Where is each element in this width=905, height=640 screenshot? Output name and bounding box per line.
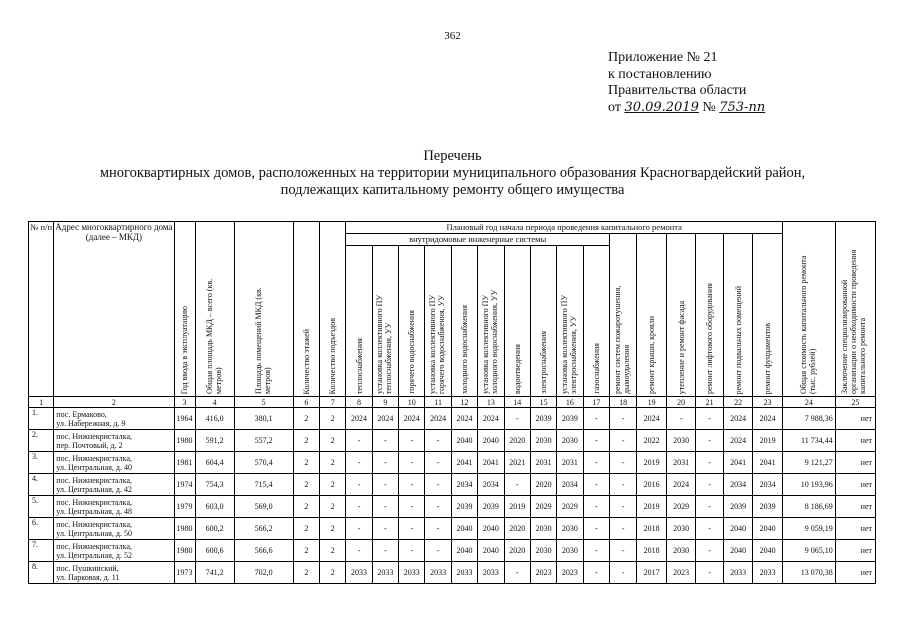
table-cell: -	[504, 474, 530, 496]
conclusion-cell: нет	[835, 430, 875, 452]
title-line-2: многоквартирных домов, расположенных на территории муниципального образования Красногвардейский район,	[99, 165, 806, 181]
address-line-2: ул. Набережная, д. 9	[56, 418, 126, 428]
column-number: 10	[399, 397, 425, 408]
table-cell: -	[583, 452, 609, 474]
document-title	[0, 148, 905, 199]
table-cell: -	[583, 474, 609, 496]
table-cell: 2	[320, 430, 346, 452]
row-number: 4.	[29, 474, 54, 496]
conclusion-cell: нет	[835, 452, 875, 474]
table-cell: -	[425, 452, 451, 474]
table-cell: 2024	[666, 474, 696, 496]
table-cell: 2023	[557, 562, 583, 584]
header-c10: горячего водоснабжения	[399, 246, 425, 397]
table-cell: -	[504, 408, 530, 430]
table-cell: 2	[293, 430, 319, 452]
cost-cell: 11 734,44	[782, 430, 835, 452]
column-number: 25	[835, 397, 875, 408]
table-cell: 2024	[372, 408, 398, 430]
table-cell: 2	[320, 562, 346, 584]
address-line-1: пос. Нижнекристалка,	[56, 497, 132, 507]
table-cell: 2040	[753, 518, 783, 540]
address-line-1: пос. Нижнекристалка,	[56, 453, 132, 463]
table-cell: 2020	[504, 518, 530, 540]
header-cost: Общая стоимость капитального ремонта (тыс. рублей)	[782, 222, 835, 397]
address-line-2: ул. Парковая, д. 11	[56, 572, 120, 582]
header-c17: газоснабжения	[583, 246, 609, 397]
table-cell: -	[372, 540, 398, 562]
title-line-3: подлежащих капитальному ремонту общего имущества	[280, 182, 625, 198]
row-number: 6.	[29, 518, 54, 540]
row-number: 3.	[29, 452, 54, 474]
table-cell: 2	[293, 496, 319, 518]
table-cell: -	[399, 518, 425, 540]
table-cell: 380,1	[234, 408, 293, 430]
table-cell: 2019	[504, 496, 530, 518]
table-cell: -	[609, 518, 636, 540]
table-cell: 2039	[557, 408, 583, 430]
table-cell: 2	[293, 474, 319, 496]
page-number: 362	[444, 30, 461, 42]
table-cell: 2024	[753, 408, 783, 430]
table-cell: -	[346, 430, 372, 452]
table-cell: 2040	[478, 430, 504, 452]
address-line-1: пос. Ермаково,	[56, 409, 107, 419]
table-cell: 2033	[478, 562, 504, 584]
table-cell: 2041	[723, 452, 753, 474]
table-cell: -	[696, 540, 723, 562]
conclusion-cell: нет	[835, 496, 875, 518]
address-cell	[54, 430, 174, 452]
cost-cell: 7 988,36	[782, 408, 835, 430]
table-cell: 2	[320, 496, 346, 518]
table-cell: 2019	[753, 430, 783, 452]
appendix-line-1: Приложение № 21	[608, 50, 718, 65]
table-cell: -	[399, 474, 425, 496]
table-cell: 566,6	[234, 540, 293, 562]
address-line-2: ул. Центральная, д. 50	[56, 528, 132, 538]
cost-cell: 8 186,69	[782, 496, 835, 518]
header-systems-group: внутридомовые инженерные системы	[346, 234, 610, 246]
header-c13: установка коллективного ПУ холодного водоснабжения, УУ	[478, 246, 504, 397]
table-cell: -	[696, 518, 723, 540]
table-cell: -	[399, 540, 425, 562]
table-cell: 591,2	[195, 430, 234, 452]
address-line-1: пос. Нижнекристалка,	[56, 431, 132, 441]
column-number: 16	[557, 397, 583, 408]
conclusion-cell: нет	[835, 540, 875, 562]
table-row	[29, 518, 876, 540]
table-cell: -	[609, 496, 636, 518]
header-address: Адрес многоквартирного дома (далее – МКД)	[54, 222, 174, 397]
table-cell: 600,6	[195, 540, 234, 562]
table-cell: 2	[293, 562, 319, 584]
table-cell: 2041	[753, 452, 783, 474]
table-cell: 2033	[372, 562, 398, 584]
table-cell: -	[425, 496, 451, 518]
table-row	[29, 540, 876, 562]
table-cell: 2029	[557, 496, 583, 518]
table-cell: 2018	[637, 540, 667, 562]
table-cell: -	[609, 474, 636, 496]
table-cell: -	[346, 452, 372, 474]
table-cell: 2	[320, 518, 346, 540]
table-cell: 2033	[346, 562, 372, 584]
address-cell	[54, 408, 174, 430]
address-cell	[54, 496, 174, 518]
table-cell: -	[696, 496, 723, 518]
table-cell: 2029	[666, 496, 696, 518]
cost-cell: 9 059,19	[782, 518, 835, 540]
table-cell: -	[399, 452, 425, 474]
table-cell: 1980	[174, 540, 195, 562]
table-cell: 1979	[174, 496, 195, 518]
column-number: 4	[195, 397, 234, 408]
row-number: 5.	[29, 496, 54, 518]
table-cell: 2024	[637, 408, 667, 430]
table-cell: 2017	[637, 562, 667, 584]
table-cell: 1964	[174, 408, 195, 430]
header-c8: теплоснабжения	[346, 246, 372, 397]
table-cell: 2030	[666, 430, 696, 452]
address-line-1: пос. Пушкинский,	[56, 563, 119, 573]
header-num: № п/п	[29, 222, 54, 397]
column-number: 13	[478, 397, 504, 408]
column-number: 17	[583, 397, 609, 408]
table-cell: 569,0	[234, 496, 293, 518]
row-number: 8.	[29, 562, 54, 584]
table-cell: 2030	[530, 430, 556, 452]
table-cell: -	[696, 562, 723, 584]
table-cell: 2039	[451, 496, 477, 518]
table-cell: -	[372, 452, 398, 474]
table-cell: 2039	[753, 496, 783, 518]
column-number: 24	[782, 397, 835, 408]
table-cell: 2021	[504, 452, 530, 474]
table-cell: -	[666, 408, 696, 430]
table-cell: -	[425, 540, 451, 562]
title-line-1: Перечень	[423, 148, 482, 164]
table-cell: 1980	[174, 430, 195, 452]
table-cell: -	[583, 430, 609, 452]
address-cell	[54, 540, 174, 562]
table-cell: 2030	[530, 518, 556, 540]
table-cell: -	[399, 496, 425, 518]
table-cell: 2	[320, 474, 346, 496]
table-cell: -	[425, 518, 451, 540]
table-cell: 1981	[174, 452, 195, 474]
table-cell: 2030	[557, 430, 583, 452]
table-cell: -	[696, 452, 723, 474]
table-cell: 2	[293, 540, 319, 562]
table-cell: 2024	[399, 408, 425, 430]
table-cell: 1974	[174, 474, 195, 496]
table-cell: 2	[320, 408, 346, 430]
table-cell: 2018	[637, 518, 667, 540]
table-cell: 2029	[530, 496, 556, 518]
table-cell: 2031	[666, 452, 696, 474]
table-cell: -	[372, 430, 398, 452]
table-cell: -	[609, 430, 636, 452]
header-c23: ремонт фундаментов	[753, 234, 783, 397]
table-cell: -	[346, 474, 372, 496]
column-number: 7	[320, 397, 346, 408]
table-cell: 2034	[723, 474, 753, 496]
table-cell: 2033	[723, 562, 753, 584]
cost-cell: 9 065,10	[782, 540, 835, 562]
appendix-line-3: Правительства области	[608, 83, 747, 98]
table-cell: -	[346, 540, 372, 562]
header-c14: водоотведения	[504, 246, 530, 397]
table-cell: 2041	[478, 452, 504, 474]
column-number: 9	[372, 397, 398, 408]
table-cell: 2023	[666, 562, 696, 584]
table-cell: 2024	[451, 408, 477, 430]
address-cell	[54, 518, 174, 540]
date-prefix: от	[608, 99, 621, 115]
table-cell: 570,4	[234, 452, 293, 474]
address-line-2: пер. Почтовый, д. 2	[56, 440, 123, 450]
header-plan-group: Плановый год начала периода проведения капитального ремонта	[346, 222, 783, 234]
table-cell: 2019	[637, 452, 667, 474]
conclusion-cell: нет	[835, 408, 875, 430]
conclusion-cell: нет	[835, 474, 875, 496]
table-cell: -	[583, 518, 609, 540]
table-cell: 2	[320, 452, 346, 474]
header-c20: утепление и ремонт фасада	[666, 234, 696, 397]
cost-cell: 10 193,96	[782, 474, 835, 496]
column-number: 12	[451, 397, 477, 408]
table-cell: 2020	[530, 474, 556, 496]
table-cell: 603,0	[195, 496, 234, 518]
handwritten-number: 753-пп	[719, 99, 766, 115]
header-entrances: Количество подъездов	[320, 222, 346, 397]
table-cell: 2031	[557, 452, 583, 474]
table-cell: 702,0	[234, 562, 293, 584]
table-body	[29, 408, 876, 584]
column-number: 20	[666, 397, 696, 408]
table-cell: 2020	[504, 540, 530, 562]
column-number: 22	[723, 397, 753, 408]
table-cell: -	[399, 430, 425, 452]
header-c12: холодного водоснабжения	[451, 246, 477, 397]
address-cell	[54, 562, 174, 584]
table-cell: 2022	[637, 430, 667, 452]
table-cell: -	[346, 518, 372, 540]
table-cell: 2040	[451, 540, 477, 562]
table-cell: 1973	[174, 562, 195, 584]
column-number: 6	[293, 397, 319, 408]
row-number: 2.	[29, 430, 54, 452]
row-number: 7.	[29, 540, 54, 562]
table-cell: -	[504, 562, 530, 584]
table-cell: 754,3	[195, 474, 234, 496]
table-cell: -	[372, 518, 398, 540]
column-number: 14	[504, 397, 530, 408]
table-cell: -	[583, 408, 609, 430]
table-cell: 2041	[451, 452, 477, 474]
table-cell: 2039	[723, 496, 753, 518]
table-row	[29, 562, 876, 584]
table-cell: 2030	[666, 518, 696, 540]
table-cell: 2031	[530, 452, 556, 474]
table-cell: 2030	[530, 540, 556, 562]
address-line-2: ул. Центральная, д. 40	[56, 462, 132, 472]
cost-cell: 13 070,38	[782, 562, 835, 584]
column-number: 15	[530, 397, 556, 408]
table-cell: 1980	[174, 518, 195, 540]
number-prefix: №	[702, 99, 716, 115]
table-cell: -	[583, 540, 609, 562]
table-cell: 566,2	[234, 518, 293, 540]
table-cell: -	[609, 408, 636, 430]
table-cell: 2020	[504, 430, 530, 452]
table-cell: 2039	[478, 496, 504, 518]
appendix-line-2: к постановлению	[608, 66, 712, 82]
address-cell	[54, 474, 174, 496]
table-row	[29, 496, 876, 518]
table-cell: 2024	[723, 408, 753, 430]
houses-table	[28, 221, 876, 584]
table-cell: -	[425, 474, 451, 496]
table-cell: 2030	[557, 518, 583, 540]
header-c18: ремонт систем пожаротушения, дымоудаления	[609, 234, 636, 397]
header-c21: ремонт лифтового оборудования	[696, 234, 723, 397]
conclusion-cell: нет	[835, 518, 875, 540]
header-c15: электроснабжения	[530, 246, 556, 397]
handwritten-date: 30.09.2019	[624, 99, 699, 115]
table-cell: -	[609, 562, 636, 584]
table-cell: 2040	[451, 518, 477, 540]
header-total-area: Общая площадь МКД – всего (кв. метров)	[195, 222, 234, 397]
table-cell: 2023	[530, 562, 556, 584]
table-cell: 2040	[478, 540, 504, 562]
column-number: 2	[54, 397, 174, 408]
address-line-1: пос. Нижнекристалка,	[56, 541, 132, 551]
address-line-2: ул. Центральная, д. 48	[56, 506, 132, 516]
table-cell: 2024	[478, 408, 504, 430]
column-number: 1	[29, 397, 54, 408]
table-cell: -	[609, 452, 636, 474]
table-cell: -	[583, 562, 609, 584]
header-year: Год ввода в эксплуатацию	[174, 222, 195, 397]
table-cell: 416,0	[195, 408, 234, 430]
column-number: 3	[174, 397, 195, 408]
address-line-1: пос. Нижнекристалка,	[56, 519, 132, 529]
table-cell: 2	[320, 540, 346, 562]
table-cell: 2040	[451, 430, 477, 452]
header-c11: установка коллективного ПУ горячего водоснабжения, УУ	[425, 246, 451, 397]
table-cell: 2040	[753, 540, 783, 562]
table-cell: 2039	[530, 408, 556, 430]
table-cell: -	[696, 474, 723, 496]
table-cell: 715,4	[234, 474, 293, 496]
address-line-2: ул. Центральная, д. 52	[56, 550, 132, 560]
table-cell: -	[583, 496, 609, 518]
address-cell	[54, 452, 174, 474]
table-cell: 2	[293, 408, 319, 430]
table-cell: 2034	[478, 474, 504, 496]
header-conclusion: Заключение специализированной организации о необходимости проведения капитального ремонта	[835, 222, 875, 397]
table-row	[29, 430, 876, 452]
conclusion-cell: нет	[835, 562, 875, 584]
column-number: 18	[609, 397, 636, 408]
table-row	[29, 408, 876, 430]
header-c9: установка коллективного ПУ теплоснабжения, УУ	[372, 246, 398, 397]
column-number: 11	[425, 397, 451, 408]
column-number: 23	[753, 397, 783, 408]
column-number: 5	[234, 397, 293, 408]
table-cell: 2040	[723, 540, 753, 562]
address-line-2: ул. Центральная, д. 42	[56, 484, 132, 494]
table-cell: 2033	[425, 562, 451, 584]
table-cell: 2024	[346, 408, 372, 430]
table-cell: -	[696, 430, 723, 452]
table-cell: -	[425, 430, 451, 452]
table-cell: 2033	[399, 562, 425, 584]
cost-cell: 9 121,27	[782, 452, 835, 474]
appendix-block	[608, 50, 765, 116]
table-cell: 2034	[451, 474, 477, 496]
table-cell: -	[372, 474, 398, 496]
table-cell: -	[346, 496, 372, 518]
column-numbers-row	[29, 397, 876, 408]
table-cell: 604,4	[195, 452, 234, 474]
table-cell: 2034	[753, 474, 783, 496]
address-line-1: пос. Нижнекристалка,	[56, 475, 132, 485]
table-cell: 2	[293, 452, 319, 474]
appendix-date-line	[608, 100, 765, 117]
table-cell: 2024	[425, 408, 451, 430]
table-cell: 2019	[637, 496, 667, 518]
table-cell: 600,2	[195, 518, 234, 540]
table-row	[29, 474, 876, 496]
table-cell: 2030	[666, 540, 696, 562]
column-number: 21	[696, 397, 723, 408]
table-row	[29, 452, 876, 474]
column-number: 19	[637, 397, 667, 408]
table-cell: -	[372, 496, 398, 518]
table-cell: 2040	[723, 518, 753, 540]
row-number: 1.	[29, 408, 54, 430]
table-cell: 2033	[753, 562, 783, 584]
table-cell: 2016	[637, 474, 667, 496]
table-cell: 741,2	[195, 562, 234, 584]
column-number: 8	[346, 397, 372, 408]
header-premises-area: Площадь помещений МКД (кв. метров)	[234, 222, 293, 397]
table-cell: 557,2	[234, 430, 293, 452]
table-cell: -	[609, 540, 636, 562]
header-c22: ремонт подвальных помещений	[723, 234, 753, 397]
table-cell: 2030	[557, 540, 583, 562]
table-cell: 2034	[557, 474, 583, 496]
header-c19: ремонт крыши, кровли	[637, 234, 667, 397]
table-cell: 2040	[478, 518, 504, 540]
table-cell: 2	[293, 518, 319, 540]
header-floors: Количество этажей	[293, 222, 319, 397]
table-cell: -	[696, 408, 723, 430]
table-cell: 2024	[723, 430, 753, 452]
table-cell: 2033	[451, 562, 477, 584]
header-c16: установка коллективного ПУ электроснабжения, УУ	[557, 246, 583, 397]
